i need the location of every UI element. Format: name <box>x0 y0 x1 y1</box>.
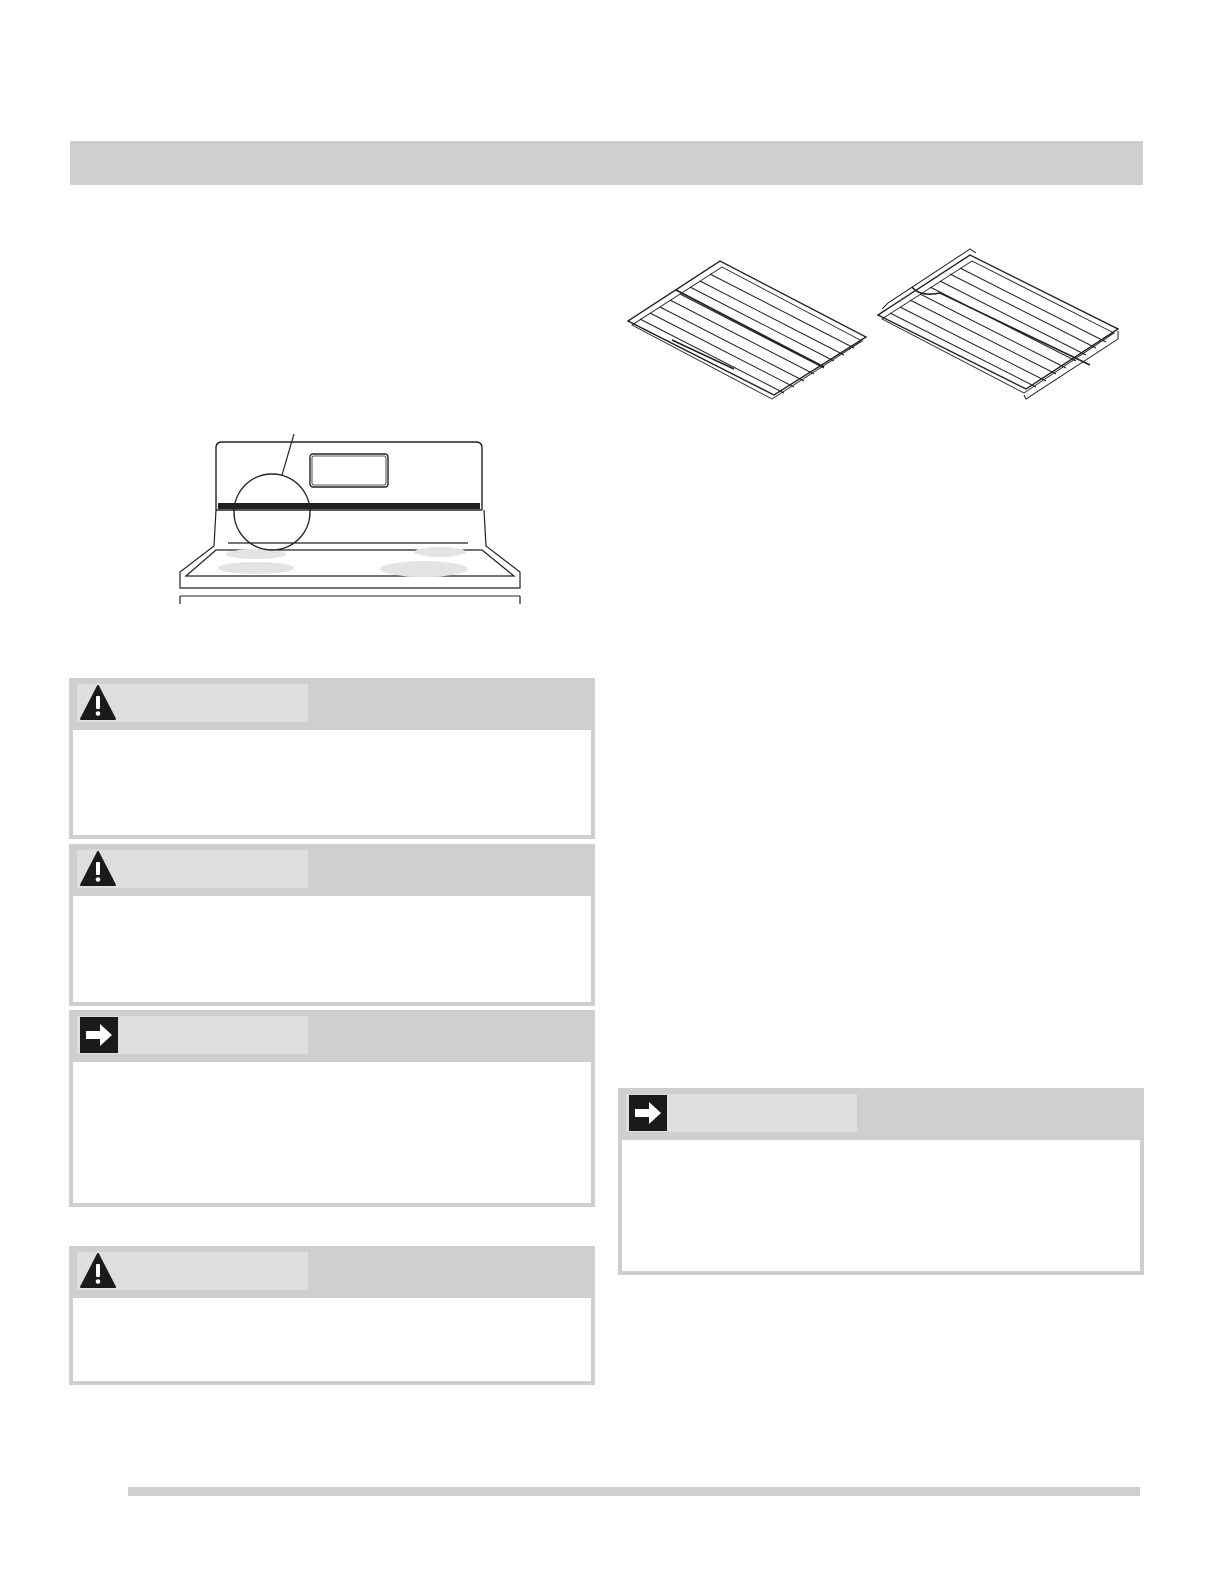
warning-body <box>73 1298 591 1381</box>
arrow-right-icon <box>80 1017 118 1055</box>
warning-notice-1 <box>69 678 595 839</box>
warning-body <box>73 730 591 835</box>
warning-triangle-icon <box>79 850 117 888</box>
note-body <box>622 1140 1140 1271</box>
warning-notice-2 <box>69 844 595 1006</box>
note-notice-1 <box>69 1010 595 1207</box>
arrow-right-icon <box>629 1095 667 1133</box>
note-notice-2 <box>618 1088 1144 1275</box>
warning-notice-3 <box>69 1246 595 1385</box>
warning-triangle-icon <box>79 684 117 722</box>
oven-racks-illustration <box>620 245 1120 405</box>
warning-triangle-icon <box>79 1252 117 1290</box>
footer-bar <box>128 1487 1140 1496</box>
warning-body <box>73 896 591 1002</box>
section-header-bar <box>70 141 1143 185</box>
cooktop-illustration <box>172 430 528 610</box>
note-body <box>73 1062 591 1203</box>
